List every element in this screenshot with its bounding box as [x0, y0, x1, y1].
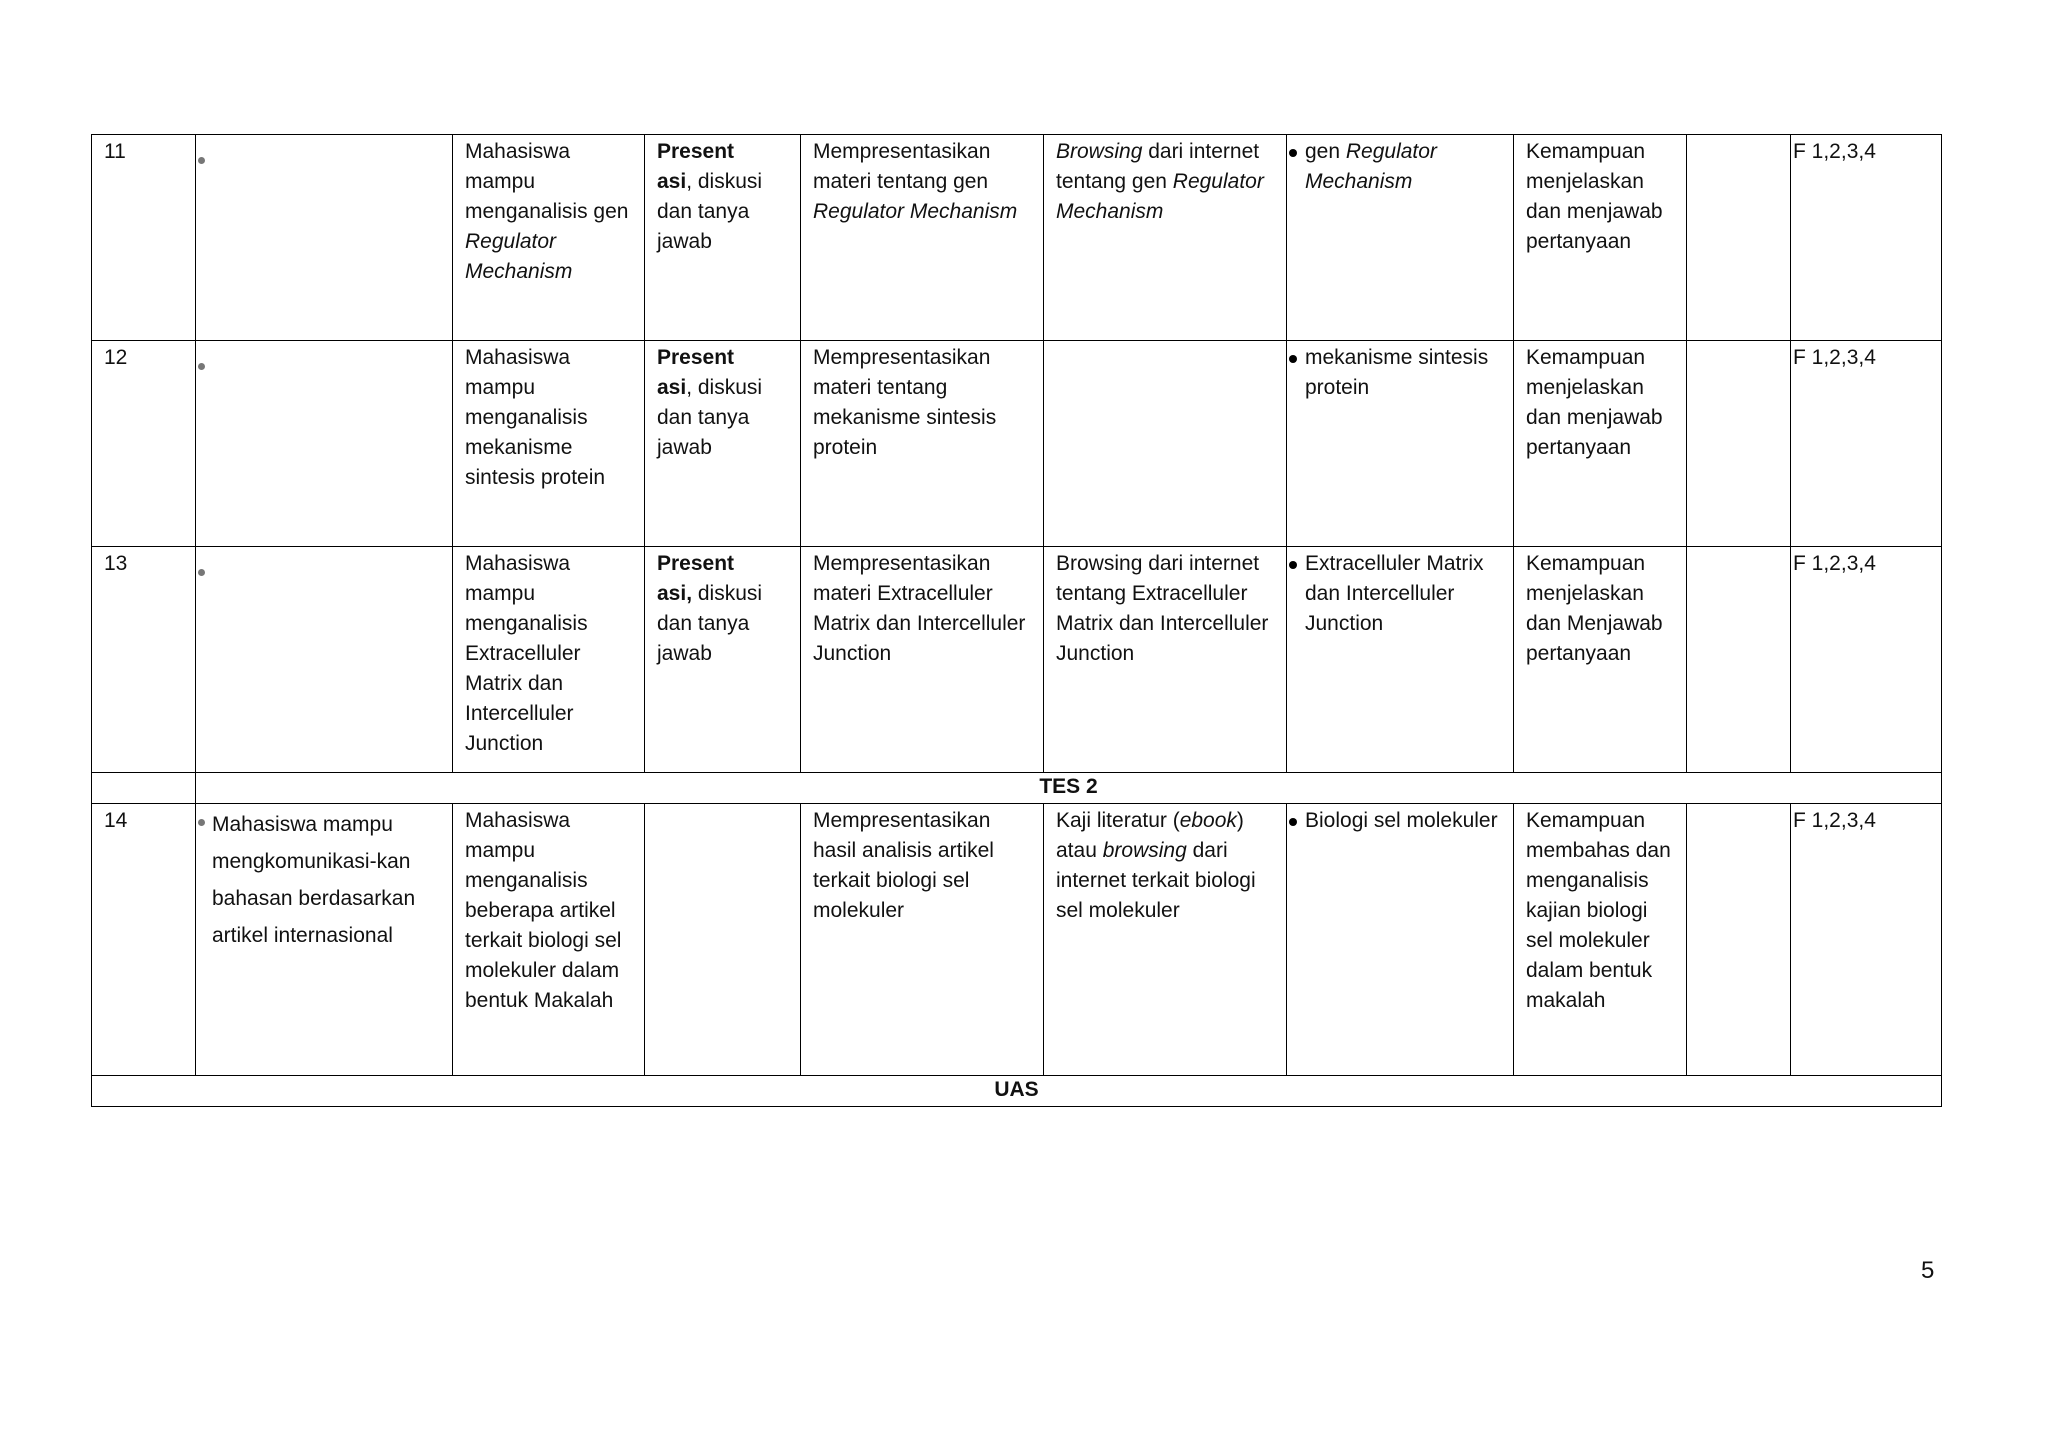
- sub-cpmk-cell: Mahasiswa mampu mengkomunikasi-kan bahasan berdasarkan artikel internasional: [196, 804, 453, 1076]
- bobot-cell: [1687, 804, 1791, 1076]
- materi-cell: mekanisme sintesis protein: [1287, 341, 1514, 547]
- metode-cell: Present asi, diskusi dan tanya jawab: [645, 341, 801, 547]
- bullet-icon: [1289, 818, 1297, 826]
- kode-cell: F 1,2,3,4: [1791, 135, 1942, 341]
- sumber-belajar-cell: Kaji literatur (ebook) atau browsing dari internet terkait biologi sel molekuler: [1044, 804, 1287, 1076]
- sumber-belajar-cell: [1044, 341, 1287, 547]
- bobot-cell: [1687, 547, 1791, 773]
- bullet-icon: [1289, 561, 1297, 569]
- bullet-icon: [198, 363, 205, 370]
- bullet-icon: [198, 569, 205, 576]
- tes2-label: TES 2: [196, 773, 1942, 804]
- kode-cell: F 1,2,3,4: [1791, 341, 1942, 547]
- kemampuan-akhir-cell: Mahasiswa mampu menganalisis Extracelluler Matrix dan Intercelluler Junction: [453, 547, 645, 773]
- pengalaman-belajar-cell: Mempresentasikan hasil analisis artikel terkait biologi sel molekuler: [801, 804, 1044, 1076]
- rps-table: [91, 134, 1942, 1107]
- sub-cpmk-cell: [196, 135, 453, 341]
- tes2-row: [92, 773, 1942, 804]
- kemampuan-akhir-cell: Mahasiswa mampu menganalisis gen Regulator Mechanism: [453, 135, 645, 341]
- metode-cell: Present asi, diskusi dan tanya jawab: [645, 547, 801, 773]
- bobot-cell: [1687, 135, 1791, 341]
- table-row: [92, 341, 1942, 547]
- indikator-cell: Kemampuan membahas dan menganalisis kajian biologi sel molekuler dalam bentuk makalah: [1514, 804, 1687, 1076]
- week-number: 13: [92, 547, 196, 773]
- week-number: 11: [92, 135, 196, 341]
- table-row: [92, 547, 1942, 773]
- materi-cell: Extracelluler Matrix dan Intercelluler Junction: [1287, 547, 1514, 773]
- kemampuan-akhir-cell: Mahasiswa mampu menganalisis mekanisme sintesis protein: [453, 341, 645, 547]
- table-row: [92, 804, 1942, 1076]
- table-row: [92, 135, 1942, 341]
- week-number: 14: [92, 804, 196, 1076]
- pengalaman-belajar-cell: Mempresentasikan materi tentang gen Regulator Mechanism: [801, 135, 1044, 341]
- pengalaman-belajar-cell: Mempresentasikan materi Extracelluler Matrix dan Intercelluler Junction: [801, 547, 1044, 773]
- metode-cell: Present asi, diskusi dan tanya jawab: [645, 135, 801, 341]
- bullet-icon: [198, 157, 205, 164]
- indikator-cell: Kemampuan menjelaskan dan menjawab pertanyaan: [1514, 135, 1687, 341]
- bobot-cell: [1687, 341, 1791, 547]
- uas-row: [92, 1076, 1942, 1107]
- indikator-cell: Kemampuan menjelaskan dan Menjawab pertanyaan: [1514, 547, 1687, 773]
- materi-cell: gen Regulator Mechanism: [1287, 135, 1514, 341]
- empty-cell: [92, 773, 196, 804]
- bullet-icon: [198, 819, 205, 826]
- pengalaman-belajar-cell: Mempresentasikan materi tentang mekanisme sintesis protein: [801, 341, 1044, 547]
- kode-cell: F 1,2,3,4: [1791, 804, 1942, 1076]
- metode-cell: [645, 804, 801, 1076]
- indikator-cell: Kemampuan menjelaskan dan menjawab pertanyaan: [1514, 341, 1687, 547]
- sumber-belajar-cell: Browsing dari internet tentang gen Regulator Mechanism: [1044, 135, 1287, 341]
- kode-cell: F 1,2,3,4: [1791, 547, 1942, 773]
- uas-label: UAS: [92, 1076, 1942, 1107]
- materi-cell: Biologi sel molekuler: [1287, 804, 1514, 1076]
- week-number: 12: [92, 341, 196, 547]
- bullet-icon: [1289, 149, 1297, 157]
- kemampuan-akhir-cell: Mahasiswa mampu menganalisis beberapa artikel terkait biologi sel molekuler dalam bentuk Makalah: [453, 804, 645, 1076]
- sub-cpmk-cell: [196, 547, 453, 773]
- bullet-icon: [1289, 355, 1297, 363]
- page-number: 5: [1921, 1257, 1935, 1284]
- sumber-belajar-cell: Browsing dari internet tentang Extracelluler Matrix dan Intercelluler Junction: [1044, 547, 1287, 773]
- sub-cpmk-cell: [196, 341, 453, 547]
